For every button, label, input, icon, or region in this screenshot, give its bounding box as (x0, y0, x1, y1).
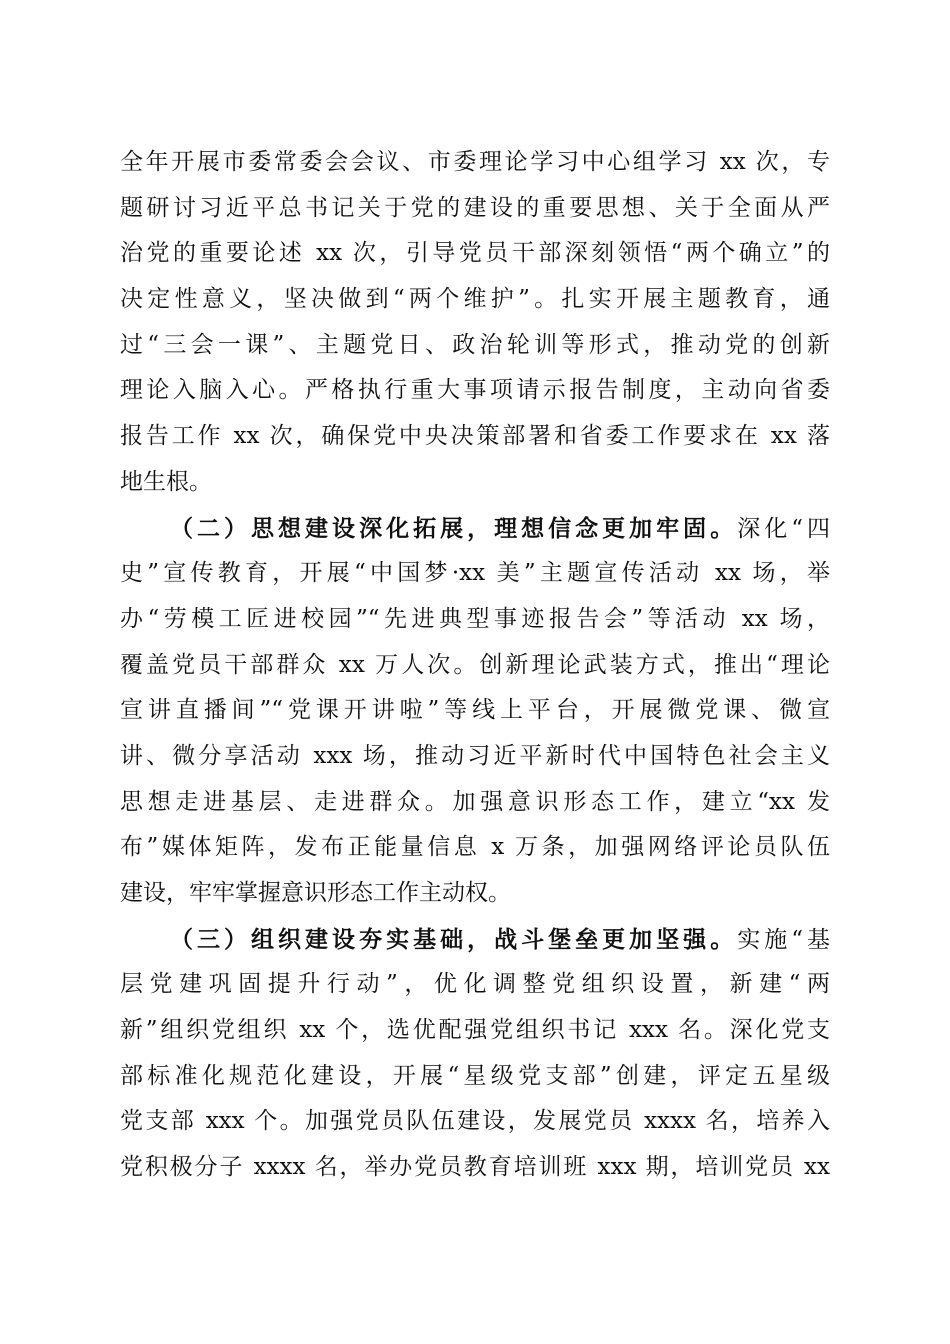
text-line: 题研讨习近平总书记关于党的建设的重要思想、关于全面从严 (120, 194, 830, 221)
paragraph-2 (120, 506, 830, 917)
text-line: 治党的重要论述 xx 次，引导党员干部深刻领悟“两个确立”的 (120, 240, 830, 267)
text-span: 深化“四 (737, 515, 831, 542)
text-line: 决定性意义，坚决做到“两个维护”。扎实开展主题教育，通 (120, 286, 830, 313)
paragraph-3 (120, 917, 830, 1191)
text-line: 党支部 xxx 个。加强党员队伍建设，发展党员 xxxx 名，培养入 (120, 1108, 830, 1135)
text-line: 办“劳模工匠进校园”“先进典型事迹报告会”等活动 xx 场， (120, 605, 830, 632)
paragraph-first-line (120, 506, 830, 552)
text-line: 理论入脑入心。严格执行重大事项请示报告制度，主动向省委 (120, 377, 830, 404)
text-line: 层党建巩固提升行动”，优化调整党组织设置，新建“两 (120, 971, 830, 998)
text-line: 报告工作 xx 次，确保党中央决策部署和省委工作要求在 xx 落 (120, 423, 830, 450)
section-heading: （二）思想建设深化拓展，理想信念更加牢固。 (170, 514, 738, 542)
text-line: 史”宣传教育，开展“中国梦·xx 美”主题宣传活动 xx 场，举 (120, 560, 830, 587)
text-span: 实施“基 (737, 926, 831, 953)
text-line: 地生根。 (120, 468, 212, 495)
text-line: 思想走进基层、走进群众。加强意识形态工作，建立“xx 发 (120, 788, 830, 815)
text-line: 新”组织党组织 xx 个，选优配强党组织书记 xxx 名。深化党支 (120, 1017, 830, 1044)
text-line: 宣讲直播间”“党课开讲啦”等线上平台，开展微党课、微宣 (120, 697, 830, 724)
text-line: 部标准化规范化建设，开展“星级党支部”创建，评定五星级 (120, 1062, 830, 1089)
text-line: 布”媒体矩阵，发布正能量信息 x 万条，加强网络评论员队伍 (120, 834, 830, 861)
text-line: 党积极分子 xxxx 名，举办党员教育培训班 xxx 期，培训党员 xx (120, 1154, 830, 1181)
text-line: 过“三会一课”、主题党日、政治轮训等形式，推动党的创新 (120, 331, 830, 358)
text-line: 覆盖党员干部群众 xx 万人次。创新理论武装方式，推出“理论 (120, 651, 830, 678)
text-line: 建设，牢牢掌握意识形态工作主动权。 (120, 880, 511, 906)
paragraph-first-line (120, 917, 830, 963)
section-heading: （三）组织建设夯实基础，战斗堡垒更加坚强。 (170, 925, 738, 953)
document-body (120, 140, 830, 1191)
text-line: 讲、微分享活动 xxx 场，推动习近平新时代中国特色社会主义 (120, 742, 830, 769)
text-line: 全年开展市委常委会会议、市委理论学习中心组学习 xx 次，专 (120, 149, 830, 175)
paragraph-1 (120, 140, 830, 506)
